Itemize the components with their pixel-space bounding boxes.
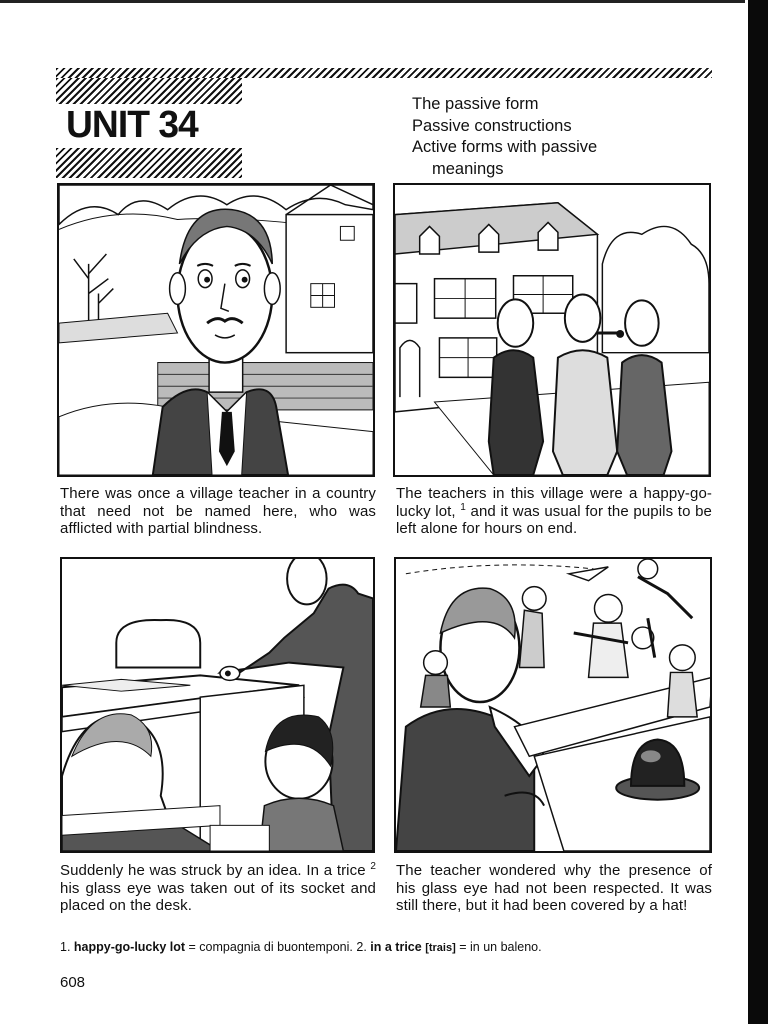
footnote-pronunciation: [trais] <box>425 942 456 954</box>
panel-4-caption <box>396 862 712 915</box>
footnote-term: happy-go-lucky lot <box>73 940 186 954</box>
header-hatch-upper <box>56 78 242 104</box>
footnote-number: 2. <box>356 940 367 954</box>
page-edge-shadow <box>748 0 768 1024</box>
caption-text: and it was usual for the pupils to be left alone for hours on end. <box>396 502 712 537</box>
caption-text: Suddenly he was struck by an idea. In a trice <box>60 862 366 879</box>
topic-item: meanings <box>432 159 504 178</box>
hat-on-eye-drawing <box>396 559 710 851</box>
footnote-term: in a trice <box>370 940 422 954</box>
top-rule <box>0 0 745 3</box>
panel-2-caption <box>396 485 712 538</box>
glass-eye-desk-drawing <box>62 559 373 851</box>
footnotes <box>60 940 542 954</box>
caption-text: The teachers in this village were a happy-go-lucky lot, <box>396 485 712 520</box>
panel-1-caption <box>60 485 376 538</box>
footnote-definition: = compagnia di buontemponi. <box>188 940 353 954</box>
teacher-portrait-drawing <box>59 185 373 475</box>
header-hatch-lower <box>56 148 242 178</box>
unit-title: UNIT 34 <box>66 104 198 146</box>
illustration-hat-on-eye <box>394 557 712 853</box>
caption-text: There was once a village teacher in a country that need not be named here, who was afflicted with partial blindness. <box>60 485 376 537</box>
panel-3-caption <box>60 862 376 915</box>
footnote-number: 1. <box>60 940 71 954</box>
footnote-definition: = in un baleno. <box>459 940 542 954</box>
footnote-ref: 2 <box>370 861 376 872</box>
caption-text: The teacher wondered why the presence of his glass eye had not been respected. It was still there, but it had been covered by a hat! <box>396 862 712 914</box>
teachers-walking-drawing <box>395 185 709 475</box>
illustration-glass-eye-desk <box>60 557 375 853</box>
topic-item: Active forms with passive <box>412 138 598 156</box>
illustration-teacher-portrait <box>57 183 375 477</box>
footnote-ref: 1 <box>460 501 466 513</box>
header-hatch-band <box>56 68 712 78</box>
topic-item: The passive form <box>412 95 539 113</box>
topic-list <box>412 94 597 180</box>
topic-item: Passive constructions <box>412 116 572 135</box>
page-number: 608 <box>60 974 86 991</box>
illustration-teachers-walking <box>393 183 711 477</box>
caption-text: his glass eye was taken out of its socket and placed on the desk. <box>60 879 376 914</box>
